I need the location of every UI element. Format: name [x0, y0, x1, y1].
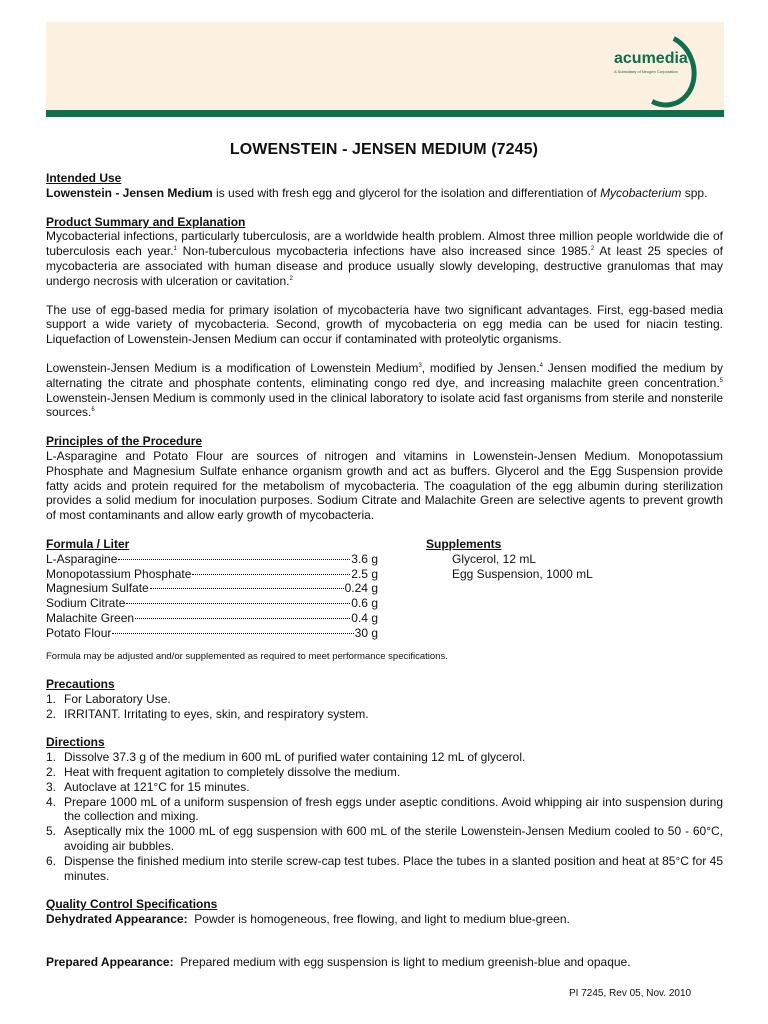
summary-paragraph-3 [46, 361, 723, 420]
list-item-text: For Laboratory Use. [64, 691, 171, 706]
summary-p3-text: Lowenstein-Jensen Medium is a modification of Lowenstein Medium [46, 360, 419, 375]
ingredient-name: Potato Flour [46, 625, 112, 640]
precautions-heading: Precautions [46, 676, 115, 691]
prepared-label: Prepared Appearance: [46, 954, 174, 969]
ingredient-amount: 3.6 g [351, 551, 378, 566]
precautions-section [46, 677, 723, 721]
summary-p3-text: Lowenstein-Jensen Medium is commonly used in the clinical laboratory to isolate acid fast organisms from sterile and nonsterile sources. [46, 390, 723, 420]
ingredient-amount: 2.5 g [351, 566, 378, 581]
summary-paragraph-1 [46, 229, 723, 288]
directions-section [46, 735, 723, 883]
summary-paragraph-2: The use of egg-based media for primary isolation of mycobacteria have two significant advantages. First, egg-based media support a wide variety of mycobacteria. Second, growth of mycobacteria on egg media can be used for niacin testing. Liquefaction of Lowenstein-Jensen Medium can occur if contaminated with proteolytic organisms. [46, 302, 723, 347]
formula-row [46, 611, 378, 626]
header-rule [46, 110, 724, 117]
formula-row [46, 552, 378, 567]
document-body [46, 171, 723, 970]
formula-row [46, 581, 378, 596]
qc-heading: Quality Control Specifications [46, 897, 218, 912]
formula-row [46, 596, 378, 611]
formula-section [46, 537, 723, 651]
summary-p3-text: , modified by Jensen. [421, 360, 540, 375]
prepared-text: Prepared medium with egg suspension is light to medium greenish-blue and opaque. [173, 954, 631, 969]
intended-use-section [46, 171, 723, 201]
summary-p1-text: Non-tuberculous mycobacteria infections have also increased since 1985. [176, 244, 591, 259]
ingredient-amount: 0.4 g [351, 610, 378, 625]
summary-p1-text: Mycobacterial infections, particularly tuberculosis, are a worldwide health problem. Almost three million people worldwide die of tuberculosis each year. [46, 229, 723, 259]
principles-heading: Principles of the Procedure [46, 434, 203, 449]
citation: 2 [289, 275, 293, 282]
directions-list [46, 750, 723, 883]
page-title: LOWENSTEIN - JENSEN MEDIUM (7245) [229, 141, 539, 158]
genus-name: Mycobacterium [600, 185, 682, 200]
list-item: 3. Autoclave at 121°C for 15 minutes. [46, 780, 723, 795]
prepared-appearance [46, 955, 723, 970]
citation: 4 [539, 362, 543, 369]
qc-section [46, 897, 723, 969]
citation: 1 [173, 246, 177, 253]
citation: 2 [590, 246, 595, 253]
intended-use-heading: Intended Use [46, 171, 122, 185]
list-item-text: Aseptically mix the 1000 mL of egg suspension with 600 mL of the sterile Lowenstein-Jensen Medium cooled to 50 - 60°C, avoiding air bubbles. [64, 824, 723, 853]
formula-row [46, 567, 378, 582]
list-item: 2. Heat with frequent agitation to completely dissolve the medium. [46, 765, 723, 780]
supplement-item: Egg Suspension, 1000 mL [452, 566, 593, 581]
list-item-text: Heat with frequent agitation to completely dissolve the medium. [64, 764, 401, 779]
intended-use-tail: spp. [681, 185, 708, 200]
precautions-list [46, 692, 723, 722]
ingredient-amount: 30 g [354, 625, 378, 640]
list-item: 6. Dispense the finished medium into sterile screw-cap test tubes. Place the tubes in a slanted position and heat at 85°C for 45 minutes. [46, 853, 723, 883]
citation: 5 [719, 377, 723, 384]
list-item-text: Dispense the finished medium into sterile screw-cap test tubes. Place the tubes in a slanted position and heat at 85°C for 45 minutes. [64, 853, 723, 883]
list-item-text: Autoclave at 121°C for 15 minutes. [64, 779, 250, 794]
logo-wordmark: acumedia [614, 50, 688, 67]
formula-note: Formula may be adjusted and/or supplemented as required to meet performance specifications. [46, 650, 448, 662]
intended-use-body: is used with fresh egg and glycerol for the isolation and differentiation of [212, 185, 601, 200]
ingredient-name: Malachite Green [46, 610, 135, 625]
ingredient-name: Sodium Citrate [46, 596, 126, 611]
list-item-text: Prepare 1000 mL of a uniform suspension of fresh eggs under aseptic conditions. Avoid whipping air into suspension during the collection and mixing. [64, 794, 723, 824]
supplement-item: Glycerol, 12 mL [452, 551, 537, 566]
supplements-list [426, 537, 686, 581]
ingredient-amount: 0.6 g [351, 596, 378, 611]
dehydrated-label: Dehydrated Appearance: [46, 912, 188, 927]
summary-p1-text: At least 25 species of mycobacteria are associated with human disease and produce usually slowly developing, destructive granulomas that may undergo necrosis with ulceration or cavitation. [46, 244, 723, 288]
directions-heading: Directions [46, 735, 105, 750]
list-item: 2. IRRITANT. Irritating to eyes, skin, and respiratory system. [46, 707, 723, 722]
citation: 6 [91, 407, 95, 414]
ingredient-name: Monopotassium Phosphate [46, 566, 192, 581]
dehydrated-text: Powder is homogeneous, free flowing, and light to medium blue-green. [187, 912, 570, 927]
list-item: 4. Prepare 1000 mL of a uniform suspension of fresh eggs under aseptic conditions. Avoid whipping air into suspension during the collection and mixing. [46, 794, 723, 824]
supplements-heading: Supplements [426, 536, 502, 551]
footer-revision: PI 7245, Rev 05, Nov. 2010 [569, 988, 692, 999]
ingredient-amount: 0.24 g [344, 581, 378, 596]
summary-section [46, 215, 723, 421]
product-name: Lowenstein - Jensen Medium [46, 185, 213, 200]
formula-heading: Formula / Liter [46, 536, 130, 551]
dehydrated-appearance [46, 912, 723, 927]
list-item: 5. Aseptically mix the 1000 mL of egg suspension with 600 mL of the sterile Lowenstein-Jensen Medium cooled to 50 - 60°C, avoiding air bubbles. [46, 824, 723, 853]
logo-tagline: A Subsidiary of Neogen Corporation [614, 69, 678, 74]
principles-text: L-Asparagine and Potato Flour are sources of nitrogen and vitamins in Lowenstein-Jensen Medium. Monopotassium Phosphate and Magnesium Sulfate enhance organism growth and act as buffers. Glycerol and the Egg Suspension provide fatty acids and protein required for the metabolism of mycobacteria. The coagulation of the egg albumin during sterilization provides a solid medium for inoculation purposes. Sodium Citrate and Malachite Green are selective agents to prevent growth of most contaminants and allow early growth of mycobacteria. [46, 448, 723, 523]
list-item-text: IRRITANT. Irritating to eyes, skin, and respiratory system. [64, 706, 369, 721]
list-item: 1. For Laboratory Use. [46, 692, 723, 707]
ingredient-name: Magnesium Sulfate [46, 581, 149, 596]
citation: 3 [418, 362, 422, 369]
principles-section [46, 434, 723, 523]
ingredient-name: L-Asparagine [46, 551, 118, 566]
formula-table [46, 537, 378, 641]
summary-heading: Product Summary and Explanation [46, 214, 246, 229]
acumedia-logo [600, 28, 710, 108]
formula-row [46, 626, 378, 641]
list-item-text: Dissolve 37.3 g of the medium in 600 mL of purified water containing 12 mL of glycerol. [64, 750, 526, 765]
list-item: 1. Dissolve 37.3 g of the medium in 600 mL of purified water containing 12 mL of glycerol. [46, 750, 723, 765]
summary-p3-text: Jensen modified the medium by alternating the citrate and phosphate contents, eliminating congo red dye, and increasing malachite green concentration. [46, 360, 723, 390]
intended-use-text [46, 186, 723, 201]
